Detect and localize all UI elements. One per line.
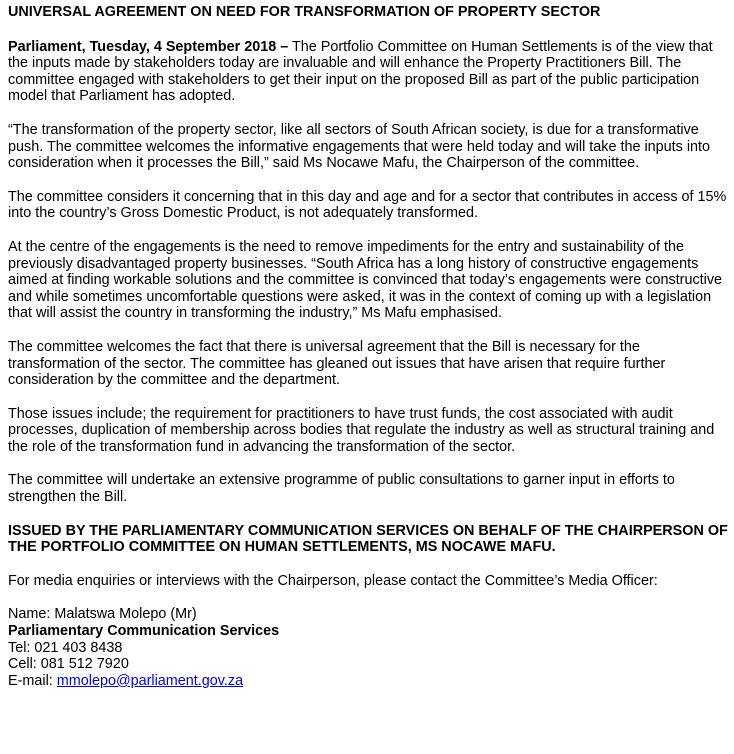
paragraph-intro-text: The Portfolio Committee on Human Settlements is of the view that the inputs made by stakeholders today are invaluable and will enhance the Property Practitioners Bill. The committee engaged with stakeholders to get their input on the proposed Bill as part of the public participation model that Parliament has adopted. xyxy=(8,38,713,105)
paragraph-quote-chairperson: “The transformation of the property sector, like all sectors of South African society, is due for a transformative push. The committee welcomes the informative engagements that were held today and will take the inputs into consideration when it processes the Bill,” said Ms Nocawe Mafu, the Chairperson of the committee. xyxy=(8,121,711,172)
media-enquiries-text: For media enquiries or interviews with the Chairperson, please contact the Committee’s Media Officer: xyxy=(8,572,658,589)
contact-block xyxy=(8,606,730,689)
paragraph-universal-agreement: The committee welcomes the fact that there is universal agreement that the Bill is necessary for the transformation of the sector. The committee has gleaned out issues that have arisen that require further consideration by the committee and the department. xyxy=(8,338,666,389)
contact-email-label: E-mail: xyxy=(8,672,57,689)
dateline: Parliament, Tuesday, 4 September 2018 – xyxy=(8,38,289,55)
paragraph-gdp-concern: The committee considers it concerning that in this day and age and for a sector that contributes in access of 15% into the country’s Gross Domestic Product, is not adequately transformed. xyxy=(8,188,727,222)
contact-cell: Cell: 081 512 7920 xyxy=(8,656,129,673)
contact-organisation: Parliamentary Communication Services xyxy=(8,623,280,640)
contact-email-line xyxy=(8,673,730,690)
paragraph-issues: Those issues include; the requirement for practitioners to have trust funds, the cost associated with audit processes, duplication of membership across bodies that regulate the industry as well as structural training and the role of the transformation fund in advancing the transformation of the sector. xyxy=(8,405,715,455)
issued-by-statement: ISSUED BY THE PARLIAMENTARY COMMUNICATION SERVICES ON BEHALF OF THE CHAIRPERSON OF THE PORTFOLIO COMMITTEE ON HUMAN SETTLEMENTS, MS NOCAWE MAFU. xyxy=(8,522,728,556)
paragraph-intro xyxy=(8,39,730,105)
contact-tel: Tel: 021 403 8438 xyxy=(8,639,123,656)
contact-name: Name: Malatswa Molepo (Mr) xyxy=(8,606,197,623)
paragraph-engagements: At the centre of the engagements is the need to remove impediments for the entry and sustainability of the previously disadvantaged property businesses. “South Africa has a long history of constructive engagements aimed at finding workable solutions and the committee is convinced that today’s engagements were constructive and while sometimes uncomfortable questions were asked, it was in the context of coming up with a legislation that will assist the country in transforming the industry,” Ms Mafu emphasised. xyxy=(8,238,723,322)
paragraph-consultations: The committee will undertake an extensive programme of public consultations to garner input in efforts to strengthen the Bill. xyxy=(8,472,675,506)
document-title: UNIVERSAL AGREEMENT ON NEED FOR TRANSFORMATION OF PROPERTY SECTOR xyxy=(8,4,601,20)
contact-email-link[interactable]: mmolepo@parliament.gov.za xyxy=(56,672,244,689)
